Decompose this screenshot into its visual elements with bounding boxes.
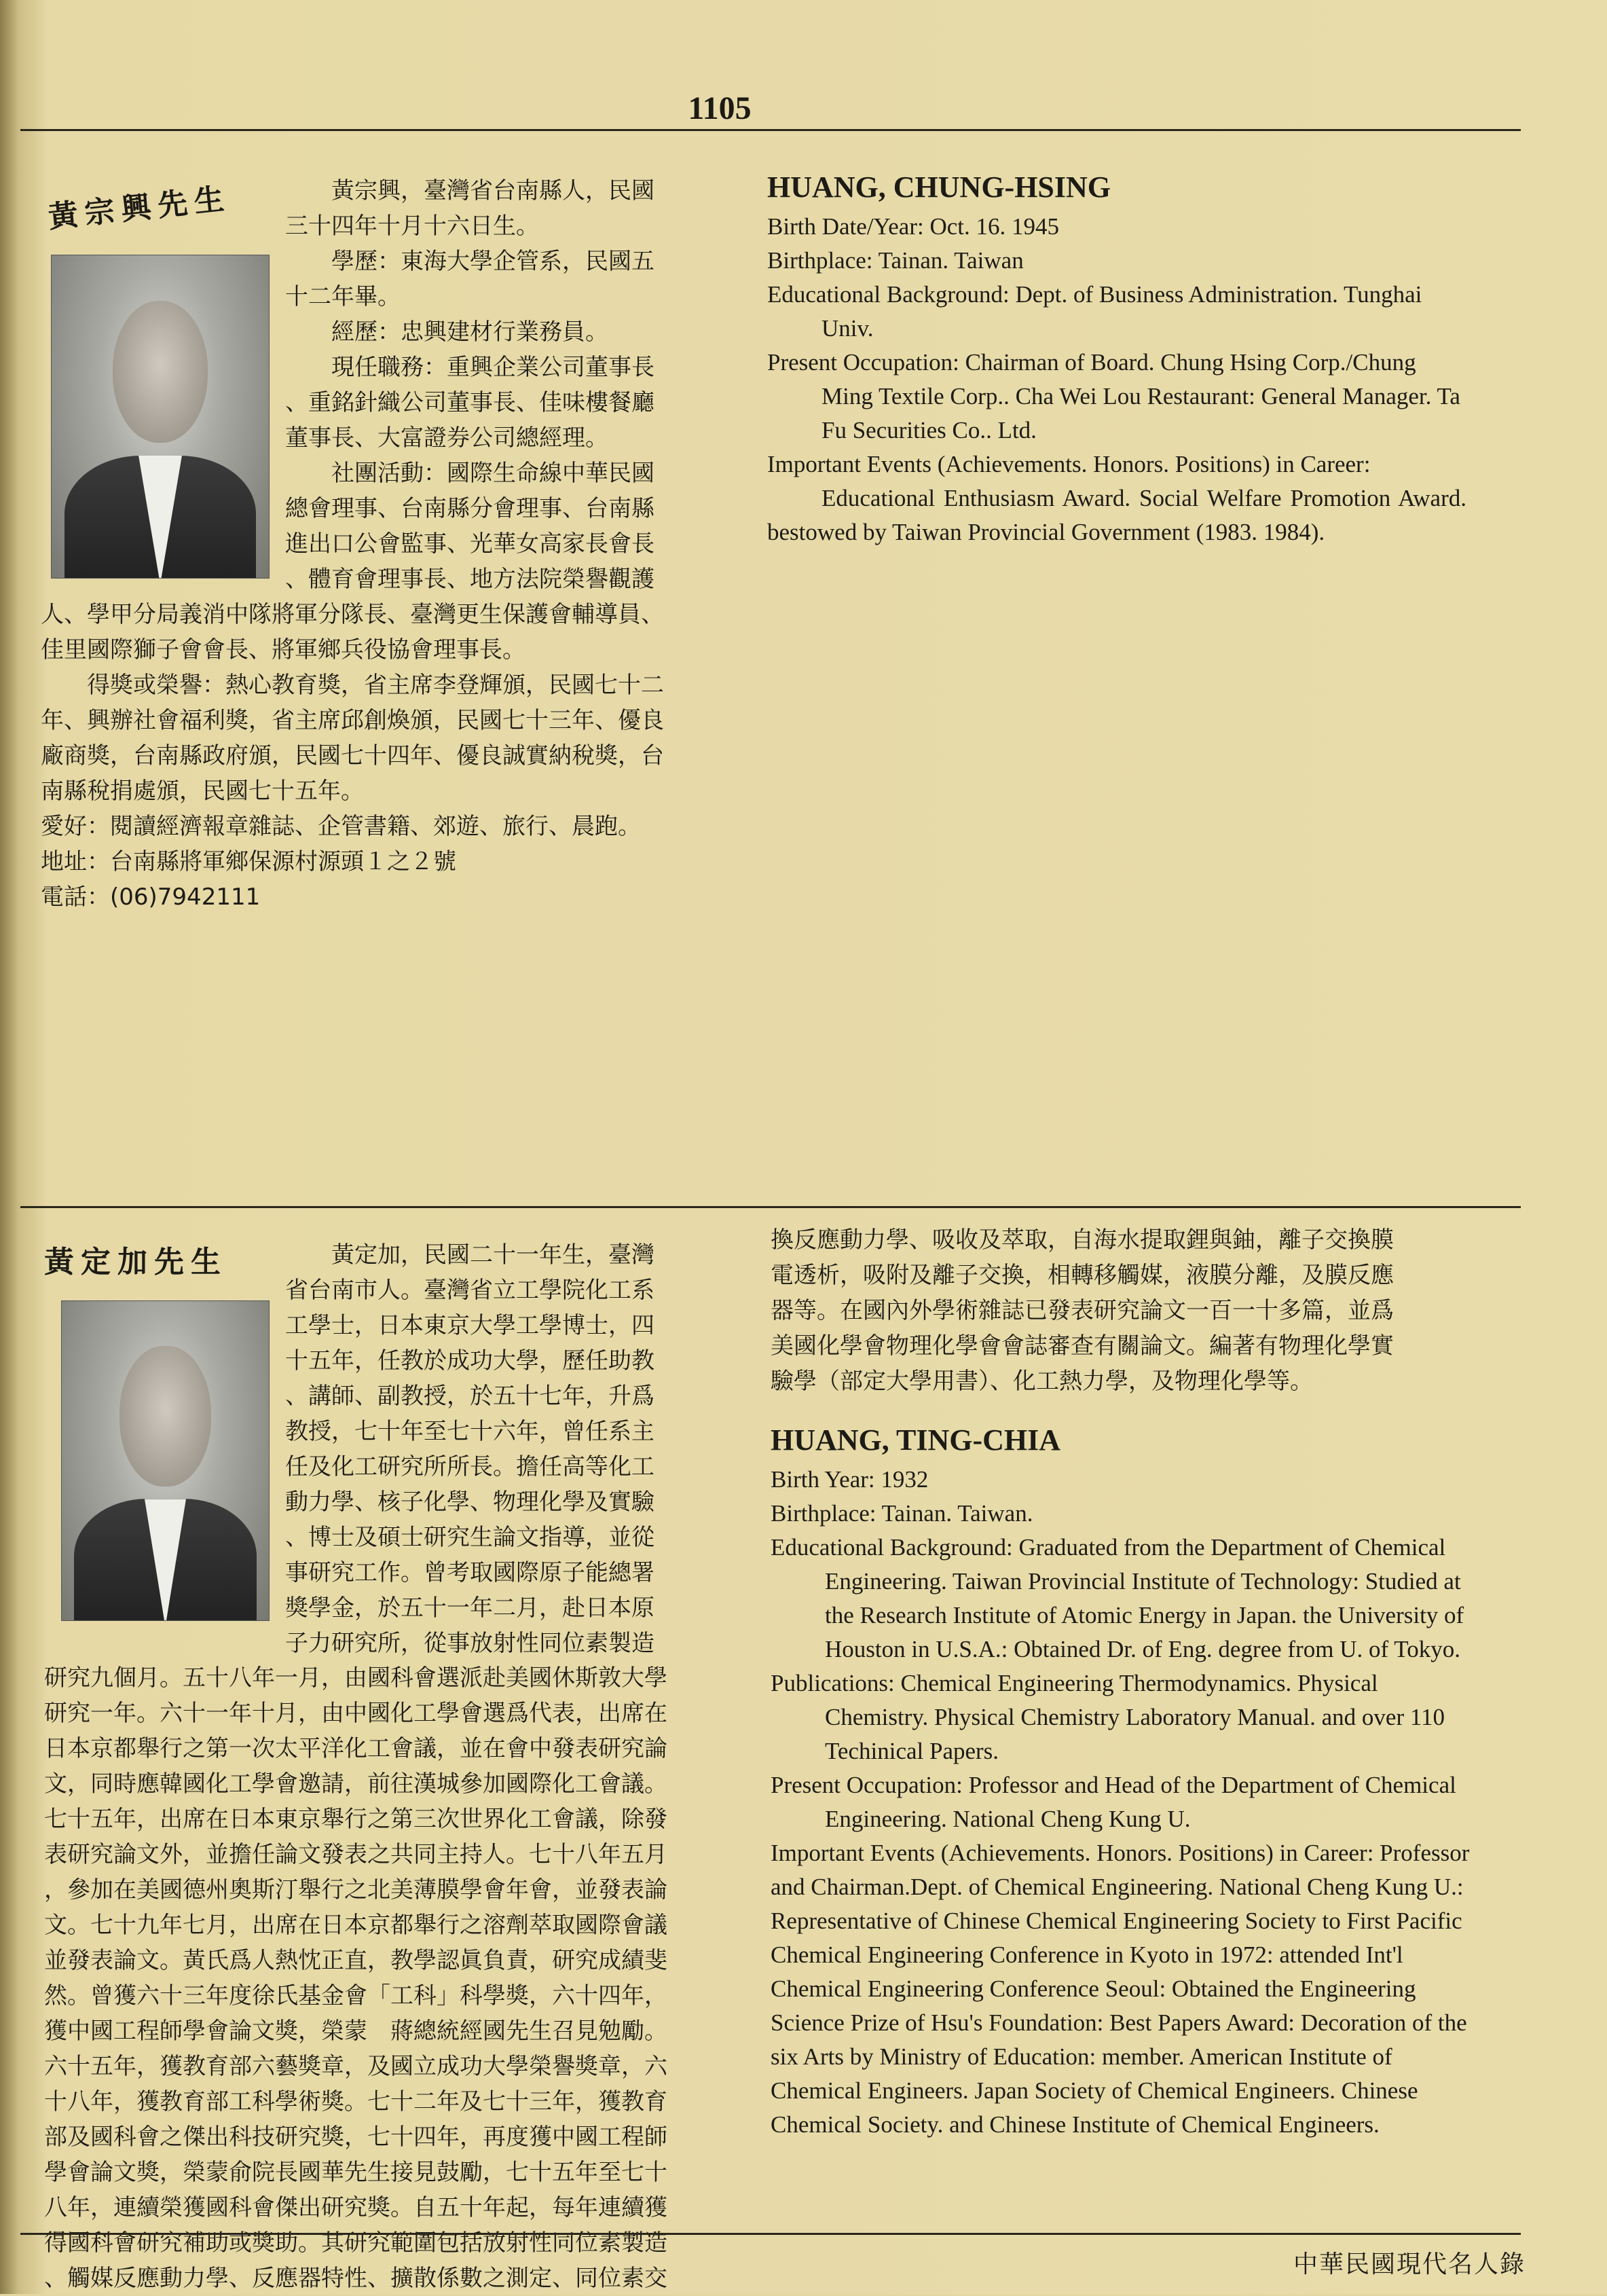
entry1-english-name: HUANG, CHUNG-HSING <box>767 170 1111 204</box>
entry2-chinese-bio-line: 學會論文獎，榮蒙俞院長國華先生接見鼓勵，七十五年至七十 <box>44 2159 667 2186</box>
entry1-chinese-bio-line: 三十四年十月十六日生。 <box>285 213 539 240</box>
entry1-chinese-bio-line: 總會理事、台南縣分會理事、台南縣 <box>285 495 654 522</box>
bleed-through-texture <box>774 679 1466 1059</box>
entry2-chinese-bio-continued-line: 電透析，吸附及離子交換，相轉移觸媒，液膜分離，及膜反應 <box>771 1262 1394 1289</box>
entry2-chinese-bio-continued-line: 驗學（部定大學用書）、化工熱力學，及物理化學等。 <box>771 1368 1313 1395</box>
entry1-chinese-bio-line: 年、興辦社會福利獎，省主席邱創煥頒，民國七十三年、優良 <box>41 707 664 734</box>
entry2-chinese-bio-line: 研究一年。六十一年十月，由中國化工學會選爲代表，出席在 <box>44 1700 667 1727</box>
entry2-chinese-bio-line: 表研究論文外，並擔任論文發表之共同主持人。七十八年五月 <box>44 1841 667 1868</box>
entry2-chinese-bio-line: 部及國科會之傑出科技研究獎，七十四年，再度獲中國工程師 <box>44 2124 667 2151</box>
entry2-english-name: HUANG, TING-CHIA <box>771 1423 1061 1457</box>
entry2-chinese-bio-line: 十五年，任教於成功大學，歷任助教 <box>285 1347 654 1374</box>
entry2-chinese-bio-continued-line: 換反應動力學、吸收及萃取，自海水提取鋰與鈾，離子交換膜 <box>771 1226 1394 1254</box>
e1-en-paragraph: Important Events (Achievements. Honors. Positions) in Career: <box>767 451 1371 477</box>
entry2-chinese-bio-line: 工學士，日本東京大學工學博士，四 <box>285 1312 654 1339</box>
entry2-chinese-bio-line: 得國科會研究補助或獎助。其研究範圍包括放射性同位素製造 <box>44 2229 667 2257</box>
entry2-chinese-bio-line: 、博士及碩士研究生論文指導，並從 <box>285 1524 654 1551</box>
entry1-chinese-bio-bottom <box>41 597 706 915</box>
entry1-chinese-bio-line: 南縣稅捐處頒，民國七十五年。 <box>41 778 364 805</box>
entry1-chinese-bio-line: 黃宗興，臺灣省台南縣人，民國 <box>331 177 654 204</box>
entry2-portrait-head <box>119 1346 210 1487</box>
entry2-chinese-bio-line: 動力學、核子化學、物理化學及實驗 <box>285 1489 654 1516</box>
e2-en-paragraph: Birth Year: 1932 <box>771 1466 929 1493</box>
entry2-chinese-bio-line: 任及化工研究所所長。擔任高等化工 <box>285 1453 654 1480</box>
entry1-chinese-bio-line: 進出口公會監事、光華女高家長會長 <box>285 530 654 558</box>
entry2-chinese-bio-line: 獎學金，於五十一年二月，赴日本原 <box>285 1595 654 1622</box>
entry2-chinese-bio-top <box>285 1237 706 1661</box>
entry2-chinese-name: 黃定加先生 <box>44 1245 227 1279</box>
e1-en-paragraph: Educational Enthusiasm Award. Social Welfare Promotion Award. bestowed by Taiwan Provincial Government (1983. 1984). <box>767 485 1466 545</box>
e1-en-paragraph: Present Occupation: Chairman of Board. Chung Hsing Corp./Chung Ming Textile Corp.. Cha Wei Lou Restaurant: General Manager. Ta Fu Securities Co.. Ltd. <box>767 349 1460 443</box>
entry2-chinese-bio-line: 省台南市人。臺灣省立工學院化工系 <box>285 1277 654 1304</box>
entry2-chinese-bio-line: 日本京都舉行之第一次太平洋化工會議，並在會中發表研究論 <box>44 1735 667 1762</box>
entry2-chinese-bio-line: 子力研究所，從事放射性同位素製造 <box>285 1630 654 1657</box>
entry1-chinese-bio-line: 十二年畢。 <box>285 283 401 310</box>
entry2-chinese-bio-line: 十八年，獲教育部工科學術獎。七十二年及七十三年，獲教育 <box>44 2088 667 2115</box>
entry2-chinese-bio-line: 文。七十九年七月，出席在日本京都舉行之溶劑萃取國際會議 <box>44 1912 667 1939</box>
entry2-chinese-bio-line: 七十五年，出席在日本東京舉行之第三次世界化工會議，除發 <box>44 1806 667 1833</box>
entry1-chinese-bio-line: 電話：(06)7942111 <box>41 883 261 911</box>
entry1-portrait-photo <box>51 255 270 579</box>
entry2-chinese-bio-continued-line: 美國化學會物理化學會會誌審查有關論文。編著有物理化學實 <box>771 1332 1394 1360</box>
entry2-chinese-bio-line: 研究九個月。五十八年一月，由國科會選派赴美國休斯敦大學 <box>44 1664 667 1692</box>
entry2-chinese-bio-line: 事研究工作。曾考取國際原子能總署 <box>285 1559 654 1586</box>
entry1-chinese-bio-line: 社團活動：國際生命線中華民國 <box>331 460 654 487</box>
e2-en-paragraph: Educational Background: Graduated from the Department of Chemical Engineering. Taiwan Provincial Institute of Technology: Studied at the Research Institute of Atomic Energy in Japan. the University of Houston in U.S.A.: Obtained Dr. of Eng. degree from U. of Tokyo. <box>771 1534 1464 1662</box>
entry2-chinese-bio-line: 八年，連續榮獲國科會傑出研究獎。自五十年起，每年連續獲 <box>44 2194 667 2221</box>
entry1-chinese-bio-line: 人、學甲分局義消中隊將軍分隊長、臺灣更生保護會輔導員、 <box>41 601 664 628</box>
entry1-english-bio <box>767 166 1466 549</box>
e1-en-paragraph: Birth Date/Year: Oct. 16. 1945 <box>767 213 1059 240</box>
entry2-portrait-photo <box>61 1300 270 1621</box>
entry1-chinese-bio-line: 、重銘針織公司董事長、佳味樓餐廳 <box>285 389 654 416</box>
entry2-english-bio <box>771 1419 1470 2142</box>
entry2-chinese-bio-line: 然。曾獲六十三年度徐氏基金會「工科」科學獎，六十四年， <box>44 1982 667 2009</box>
e2-en-paragraph: Present Occupation: Professor and Head of the Department of Chemical Engineering. National Cheng Kung U. <box>771 1772 1456 1832</box>
entry2-chinese-bio-line: 、講師、副教授，於五十七年，升爲 <box>285 1383 654 1410</box>
entry2-chinese-bio-continued <box>771 1222 1477 1399</box>
entry2-chinese-bio-line: 文，同時應韓國化工學會邀請，前往漢城參加國際化工會議。 <box>44 1770 667 1798</box>
entry1-chinese-bio-line: 現任職務：重興企業公司董事長 <box>331 354 654 381</box>
entry1-portrait-head <box>113 301 208 443</box>
entry2-chinese-bio-bottom <box>44 1660 709 2296</box>
entry2-chinese-bio-line: 、觸媒反應動力學、反應器特性、擴散係數之測定、同位素交 <box>44 2265 667 2292</box>
e2-en-paragraph: Birthplace: Tainan. Taiwan. <box>771 1500 1033 1527</box>
footer-rule <box>20 2233 1521 2235</box>
header-rule <box>20 129 1521 131</box>
e2-en-paragraph: Important Events (Achievements. Honors. Positions) in Career: Professor and Chairman.Dept. of Chemical Engineering. National Cheng Kung U.: Representative of Chinese Chemical Engineering Society to First Pacific Chemical Engineering Conference in Kyoto in 1972: attended Int'l Chemical Engineering Conference Seoul: Obtained the Engineering Science Prize of Hsu's Foundation: Best Papers Award: Decoration of the six Arts by Ministry of Education: member. American Institute of Chemical Engineers. Japan Society of Chemical Engineers. Chinese Chemical Society. and Chinese Institute of Chemical Engineers. <box>771 1840 1470 2138</box>
entry1-chinese-bio-top <box>285 173 706 597</box>
entry2-chinese-bio-line: 教授，七十年至七十六年，曾任系主 <box>285 1418 654 1445</box>
entry2-chinese-bio-line: 黃定加，民國二十一年生，臺灣 <box>331 1241 654 1269</box>
entry1-chinese-bio-line: 經歷：忠興建材行業務員。 <box>331 318 608 346</box>
section-divider-rule <box>20 1206 1521 1208</box>
e1-en-paragraph: Educational Background: Dept. of Business Administration. Tunghai Univ. <box>767 281 1422 342</box>
entry1-chinese-bio-line: 、體育會理事長、地方法院榮譽觀護 <box>285 566 654 593</box>
book-title-footer: 中華民國現代名人錄 <box>1293 2251 1526 2278</box>
entry1-chinese-name: 黃宗興先生 <box>46 181 233 235</box>
entry1-chinese-bio-line: 佳里國際獅子會會長、將軍鄉兵役協會理事長。 <box>41 636 525 663</box>
entry2-chinese-bio-line: 獲中國工程師學會論文獎，榮蒙 蔣總統經國先生召見勉勵。 <box>44 2018 667 2045</box>
entry1-chinese-bio-line: 得獎或榮譽：熱心教育獎，省主席李登輝頒，民國七十二 <box>87 672 664 699</box>
entry2-chinese-bio-line: 並發表論文。黃氏爲人熱忱正直，教學認眞負責，研究成績斐 <box>44 1947 667 1974</box>
entry1-chinese-bio-line: 董事長、大富證券公司總經理。 <box>285 424 608 452</box>
page-number: 1105 <box>688 90 752 126</box>
entry1-chinese-bio-line: 愛好：閱讀經濟報章雜誌、企管書籍、郊遊、旅行、晨跑。 <box>41 813 641 840</box>
entry1-chinese-bio-line: 學歷：東海大學企管系，民國五 <box>331 248 654 275</box>
e1-en-paragraph: Birthplace: Tainan. Taiwan <box>767 247 1024 274</box>
entry1-chinese-bio-line: 廠商獎，台南縣政府頒，民國七十四年、優良誠實納稅獎，台 <box>41 742 664 769</box>
entry2-chinese-bio-continued-line: 器等。在國內外學術雜誌已發表研究論文一百一十多篇，並爲 <box>771 1297 1394 1324</box>
entry2-chinese-bio-line: ，參加在美國德州奧斯汀舉行之北美薄膜學會年會，並發表論 <box>44 1876 667 1903</box>
e2-en-paragraph: Publications: Chemical Engineering Thermodynamics. Physical Chemistry. Physical Chemistry Laboratory Manual. and over 110 Techinical Papers. <box>771 1670 1445 1764</box>
entry1-chinese-bio-line: 地址：台南縣將軍鄉保源村源頭１之２號 <box>41 848 456 875</box>
entry2-chinese-bio-line: 六十五年，獲教育部六藝獎章，及國立成功大學榮譽獎章，六 <box>44 2053 667 2080</box>
